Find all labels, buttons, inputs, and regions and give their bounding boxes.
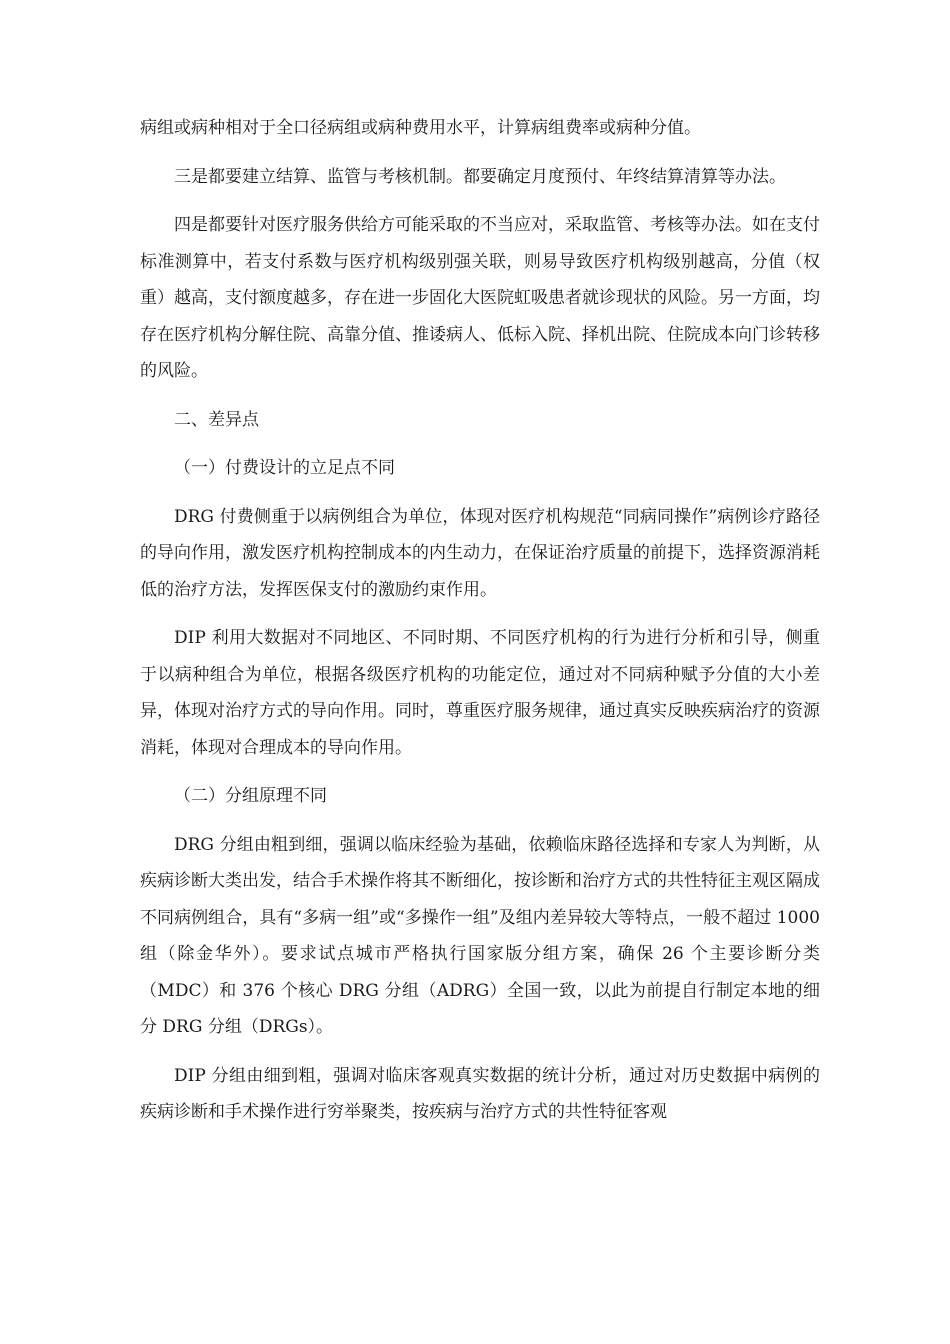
- subsection-heading-design-basis: （一）付费设计的立足点不同: [174, 458, 395, 478]
- paragraph-dip-design: DIP 利用大数据对不同地区、不同时期、不同医疗机构的行为进行分析和引导，侧重于以病种组合为单位，根据各级医疗机构的功能定位，通过对不同病种赋予分值的大小差异，体现对治疗方式的导向作用。同时，尊重医疗服务规律，通过真实反映疾病治疗的资源消耗，体现对合理成本的导向作用。: [140, 628, 820, 758]
- paragraph-settlement-mechanism: 三是都要建立结算、监管与考核机制。都要确定月度预付、年终结算清算等办法。: [174, 166, 786, 187]
- paragraph-drg-grouping: DRG 分组由粗到细，强调以临床经验为基础，依赖临床路径选择和专家人为判断，从疾病诊断大类出发，结合手术操作将其不断细化，按诊断和治疗方式的共性特征主观区隔成不同病例组合，具有“多病一组”或“多操作一组”及组内差异较大等特点，一般不超过 1000 组（除金华外）。要求试点城市严格执行国家版分组方案，确保 26 个主要诊断分类（MDC）和 376 个核心 DRG 分组（ADRG）全国一致，以此为前提自行制定本地的细分 DRG 分组（DRGs）。: [140, 834, 820, 1037]
- paragraph-supervision-risks: 四是都要针对医疗服务供给方可能采取的不当应对，采取监管、考核等办法。如在支付标准测算中，若支付系数与医疗机构级别强关联，则易导致医疗机构级别越高，分值（权重）越高，支付额度越多，存在进一步固化大医院虹吸患者就诊现状的风险。另一方面，均存在医疗机构分解住院、高靠分值、推诿病人、低标入院、择机出院、住院成本向门诊转移的风险。: [140, 215, 820, 381]
- paragraph-dip-grouping: DIP 分组由细到粗，强调对临床客观真实数据的统计分析，通过对历史数据中病例的疾病诊断和手术操作进行穷举聚类，按疾病与治疗方式的共性特征客观: [140, 1065, 820, 1122]
- document-body: [140, 110, 820, 1143]
- subsection-heading-grouping-principle: （二）分组原理不同: [174, 786, 327, 806]
- paragraph-drg-design: DRG 付费侧重于以病例组合为单位，体现对医疗机构规范“同病同操作”病例诊疗路径的导向作用，激发医疗机构控制成本的内生动力，在保证治疗质量的前提下，选择资源消耗低的治疗方法，发挥医保支付的激励约束作用。: [140, 506, 820, 600]
- section-heading-differences: 二、差异点: [174, 409, 259, 430]
- paragraph-continuation: 病组或病种相对于全口径病组或病种费用水平，计算病组费率或病种分值。: [140, 118, 701, 138]
